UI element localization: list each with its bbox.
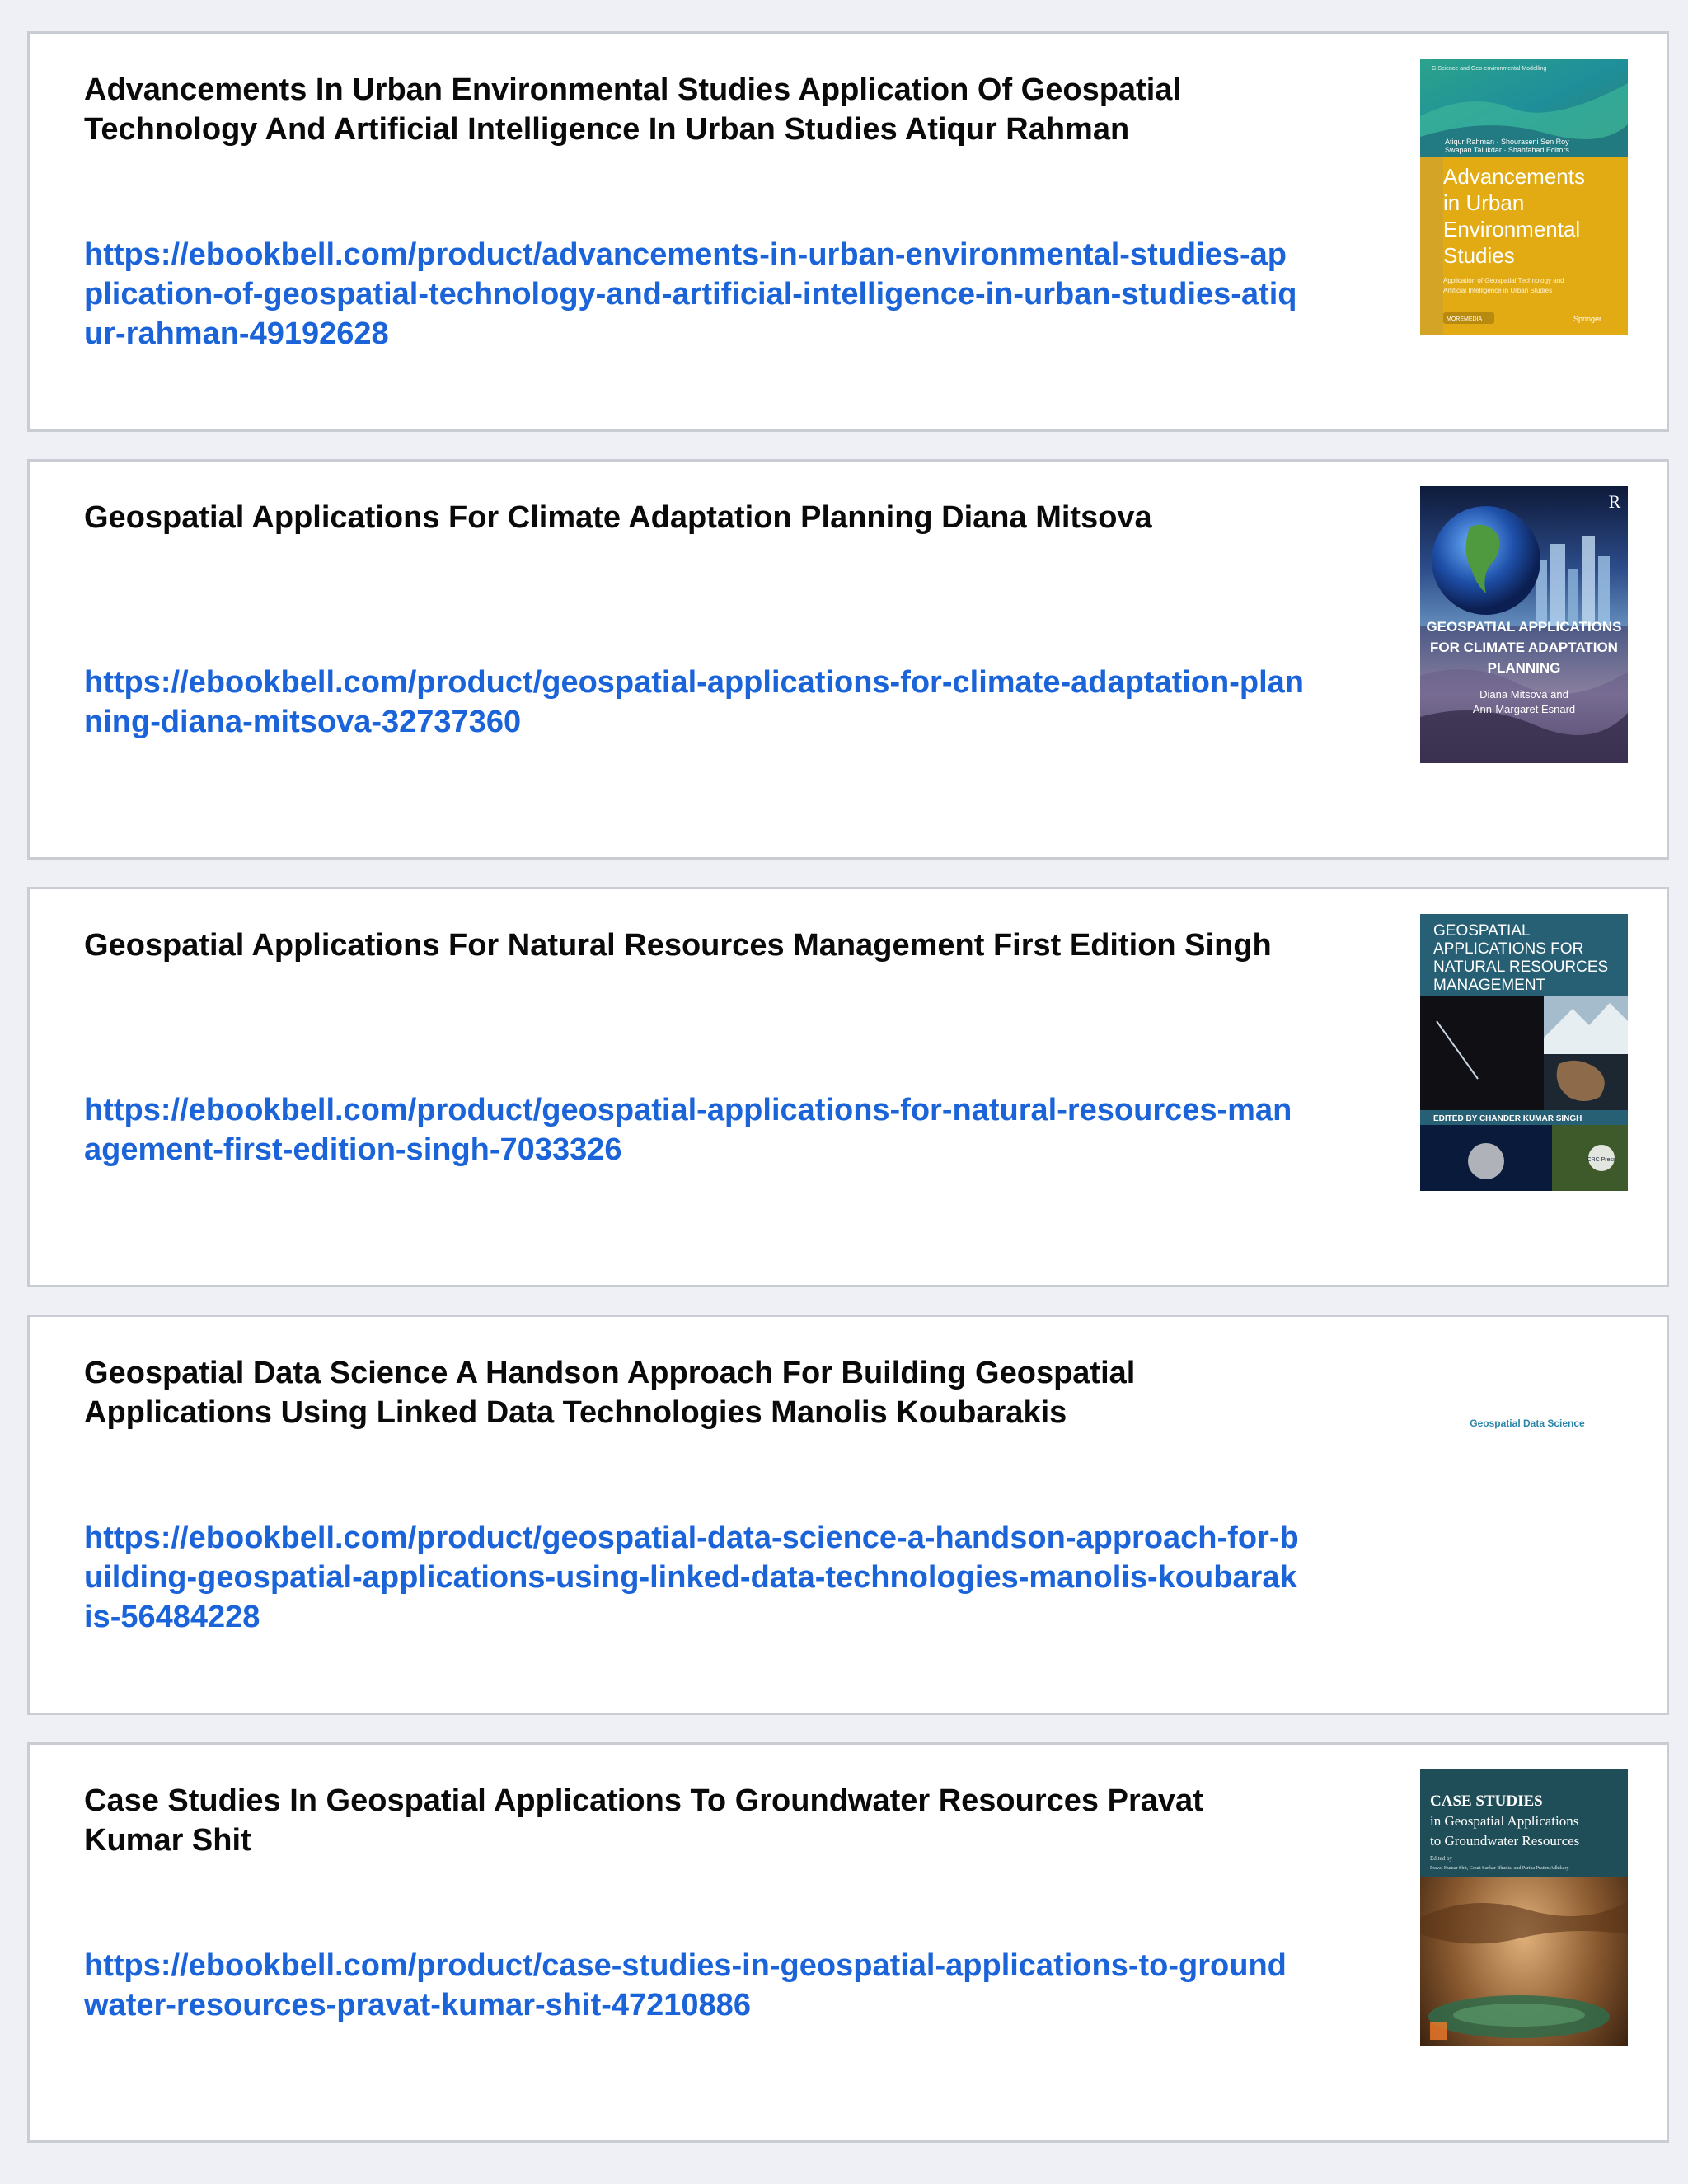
book-title: Geospatial Data Science A Handson Approach For Building Geospatial Applications Using Linked Data Technologies Manolis Koubarakis [84, 1356, 1136, 1430]
book-cover-image[interactable] [1420, 59, 1628, 335]
book-title: Case Studies In Geospatial Applications To Groundwater Resources Pravat Kumar Shit [84, 1783, 1203, 1858]
svg-text:NATURAL RESOURCES: NATURAL RESOURCES [1433, 958, 1609, 976]
svg-text:APPLICATIONS FOR: APPLICATIONS FOR [1433, 940, 1584, 958]
cover-edited-by: EDITED BY CHANDER KUMAR SINGH [1433, 1114, 1582, 1123]
book-link[interactable]: https://ebookbell.com/product/case-studies-in-geospatial-applications-to-groundwater-resources-pravat-kumar-shit-47210886 [84, 1948, 1287, 2022]
book-cover-image[interactable] [1420, 1769, 1628, 2046]
cover-title-line: GEOSPATIAL [1433, 922, 1531, 940]
svg-text:Environmental: Environmental [1443, 217, 1581, 241]
cover-title: Geospatial Data Science [1470, 1418, 1585, 1429]
svg-text:Ann-Margaret Esnard: Ann-Margaret Esnard [1472, 703, 1576, 715]
book-link[interactable]: https://ebookbell.com/product/geospatial-data-science-a-handson-approach-for-building-geospatial-applications-using-linked-data-technologies-manolis-koubarakis-56484228 [84, 1521, 1299, 1634]
svg-text:Artificial Intelligence in Urb: Artificial Intelligence in Urban Studies [1443, 287, 1553, 294]
book-cover-image[interactable] [1420, 914, 1628, 1191]
cover-edited-by: Edited by [1430, 1855, 1453, 1862]
cover-groundwater-resources [1420, 1769, 1628, 2046]
svg-text:to Groundwater Resources: to Groundwater Resources [1430, 1833, 1580, 1849]
book-card [27, 887, 1669, 1287]
svg-text:PLANNING: PLANNING [1487, 660, 1561, 676]
cover-series: GIScience and Geo-environmental Modelling [1432, 66, 1547, 72]
svg-text:FOR CLIMATE ADAPTATION: FOR CLIMATE ADAPTATION [1430, 640, 1618, 655]
cover-advancements-urban [1420, 59, 1628, 335]
book-title: Geospatial Applications For Climate Adaptation Planning Diana Mitsova [84, 500, 1152, 535]
cover-badge: MOREMEDIA [1447, 316, 1483, 322]
book-link[interactable]: https://ebookbell.com/product/geospatial-applications-for-natural-resources-management-first-edition-singh-7033326 [84, 1093, 1292, 1167]
book-card [27, 1315, 1669, 1715]
book-title: Advancements In Urban Environmental Studies Application Of Geospatial Technology And Artificial Intelligence In Urban Studies Atiqur Rahman [84, 73, 1181, 147]
svg-text:in Geospatial Applications: in Geospatial Applications [1430, 1813, 1579, 1829]
cover-title-line: CASE STUDIES [1430, 1793, 1543, 1810]
cover-natural-resources [1420, 914, 1628, 1191]
book-card [27, 31, 1669, 432]
book-link[interactable]: https://ebookbell.com/product/advancements-in-urban-environmental-studies-application-of-geospatial-technology-and-artificial-intelligence-in-urban-studies-atiqur-rahman-49192628 [84, 237, 1297, 351]
cover-publisher-mark: R [1608, 491, 1621, 512]
cover-title-line: GEOSPATIAL APPLICATIONS [1426, 619, 1622, 635]
book-cover-image[interactable] [1420, 486, 1628, 763]
cover-editors: Atiqur Rahman · Shouraseni Sen Roy [1445, 138, 1569, 146]
svg-text:Studies: Studies [1443, 243, 1515, 268]
cover-climate-adaptation [1420, 486, 1628, 763]
cover-publisher: Springer [1573, 315, 1602, 323]
book-card [27, 1742, 1669, 2143]
book-cover-image[interactable] [1420, 1342, 1628, 1619]
svg-text:Application of Geospatial Tech: Application of Geospatial Technology and [1443, 277, 1564, 284]
svg-text:in Urban: in Urban [1443, 190, 1525, 215]
svg-text:MANAGEMENT: MANAGEMENT [1433, 977, 1546, 994]
cover-title-line: Advancements [1443, 164, 1585, 189]
cover-editors: Pravat Kumar Shit, Gouri Sankar Bhunia, and Partha Pratim Adhikary [1430, 1866, 1569, 1871]
cover-publisher: CRC Press [1587, 1157, 1616, 1163]
book-title: Geospatial Applications For Natural Resources Management First Edition Singh [84, 928, 1272, 963]
book-card [27, 459, 1669, 860]
svg-text:Swapan Talukdar · Shahfahad E: Swapan Talukdar · Shahfahad Editors [1445, 146, 1569, 154]
cover-geospatial-data-science [1420, 1342, 1628, 1619]
book-link[interactable]: https://ebookbell.com/product/geospatial-applications-for-climate-adaptation-planning-diana-mitsova-32737360 [84, 665, 1304, 739]
cover-authors: Diana Mitsova and [1479, 688, 1568, 701]
